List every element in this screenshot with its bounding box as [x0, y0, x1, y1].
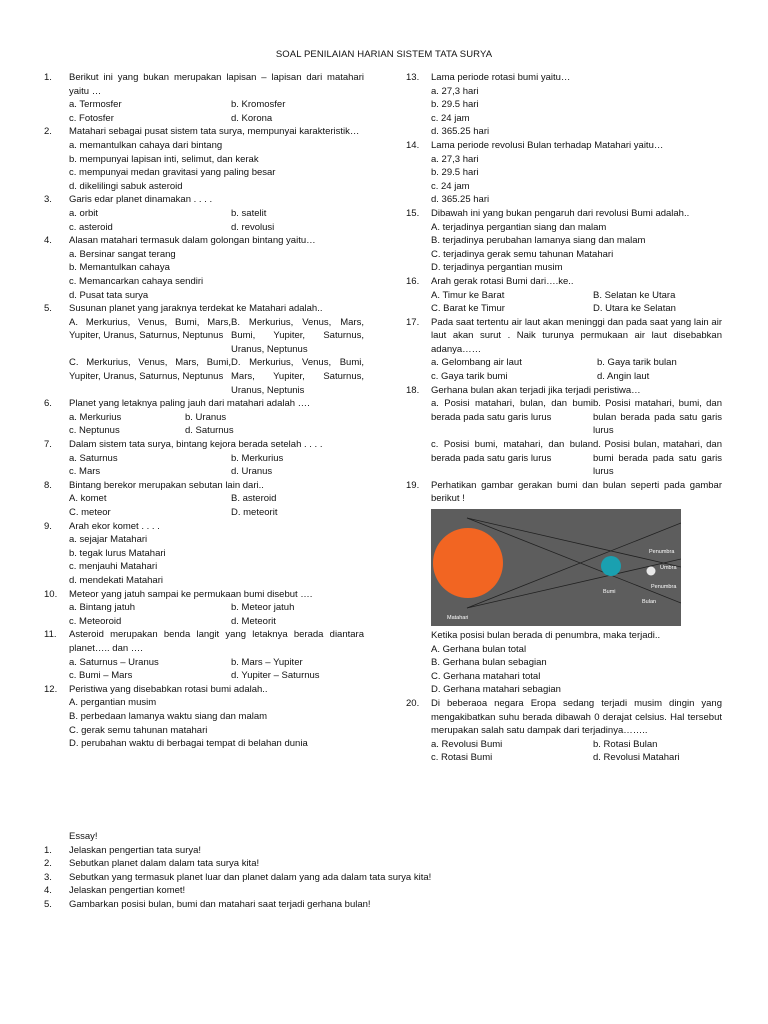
answer-options — [69, 316, 364, 398]
question-number: 17. — [406, 316, 420, 328]
essay-number: 4. — [44, 885, 52, 897]
answer-option: c. asteroid — [69, 221, 113, 233]
answer-option: b. Memantulkan cahaya — [69, 262, 170, 274]
answer-option: c. Memancarkan cahaya sendiri — [69, 275, 204, 287]
answer-option: a. Bintang jatuh — [69, 602, 136, 614]
essay-item — [44, 844, 724, 858]
earth-circle — [601, 556, 621, 576]
essay-heading: Essay! — [69, 831, 98, 842]
question-number: 12. — [44, 683, 58, 695]
sun-label: Matahari — [447, 615, 469, 621]
question-item — [44, 397, 364, 438]
answer-option: B. Selatan ke Utara — [593, 289, 676, 301]
question-stem: Susunan planet yang jaraknya terdekat ke Matahari adalah.. — [69, 303, 323, 315]
question-stem: Matahari sebagai pusat sistem tata surya, mempunyai karakteristik… — [69, 126, 360, 138]
answer-option: C. Merkurius, Venus, Mars, Bumi, Yupiter, Uranus, Saturnus, Neptunus — [69, 357, 231, 383]
answer-options — [69, 492, 364, 519]
answer-option: c. Posisi bumi, matahari, dan bulan berada pada satu garis lurus — [431, 439, 593, 464]
answer-option: d. Angin laut — [597, 371, 650, 383]
answer-option: c. Meteoroid — [69, 615, 122, 627]
answer-options — [69, 452, 364, 479]
earth-label: Bumi — [603, 589, 616, 595]
answer-option: c. Bumi – Mars — [69, 670, 133, 682]
answer-option: b. Meteor jatuh — [231, 602, 295, 614]
answer-option: a. Saturnus — [69, 452, 118, 464]
question-item — [44, 125, 364, 193]
answer-option: d. Saturnus — [185, 425, 234, 437]
answer-options — [431, 221, 722, 275]
answer-option: b. Merkurius — [231, 452, 284, 464]
question-stem: Asteroid merupakan benda langit yang letaknya berada diantara planet….. dan …. — [69, 629, 364, 654]
answer-option: c. 24 jam — [431, 112, 470, 124]
question-stem: Pada saat tertentu air laut akan meninggi dan pada saat yang lain air laut akan surut . Naik turunya permukaan air laut disebabkan adanya…… — [431, 316, 722, 355]
penumbra-bottom-label: Penumbra — [651, 584, 677, 590]
question-item — [44, 438, 364, 479]
page-title: SOAL PENILAIAN HARIAN SISTEM TATA SURYA — [275, 49, 493, 60]
eclipse-diagram-svg — [431, 509, 681, 626]
question-stem: Lama periode revolusi Bulan terhadap Matahari yaitu… — [431, 139, 664, 151]
essay-text: Sebutkan planet dalam dalam tata surya kita! — [69, 858, 260, 870]
answer-options — [69, 139, 364, 193]
answer-options — [431, 356, 722, 383]
question-stem: Gerhana bulan akan terjadi jika terjadi peristiwa… — [431, 384, 641, 396]
answer-option: b. 29.5 hari — [431, 99, 479, 111]
question-number: 7. — [44, 439, 52, 451]
answer-option: b. tegak lurus Matahari — [69, 547, 166, 559]
question-item — [44, 193, 364, 234]
question-number: 8. — [44, 479, 52, 491]
question-item — [44, 588, 364, 629]
question-item — [44, 628, 364, 682]
answer-option: a. Merkurius — [69, 411, 122, 423]
question-number: 11. — [44, 629, 57, 641]
question-stem: Di beberaoa negara Eropa sedang terjadi musim dingin yang mengakibatkan suhu berada dibawah 0 derajat celsius. Hal tersebut merupakan salah satu dampak dari terjadinya…….. — [431, 697, 722, 737]
essay-section — [44, 830, 724, 912]
question-number: 4. — [44, 235, 52, 247]
answer-option: b. Kromosfer — [231, 99, 286, 111]
answer-option: c. 24 jam — [431, 180, 470, 192]
answer-options — [69, 411, 364, 438]
answer-options — [69, 248, 364, 302]
question-item — [406, 384, 722, 479]
answer-option: D. perubahan waktu di berbagai tempat di belahan dunia — [69, 738, 308, 750]
question-number: 2. — [44, 126, 52, 138]
question-item — [44, 71, 364, 125]
question-stem: Garis edar planet dinamakan . . . . — [69, 194, 213, 206]
question-stem: Alasan matahari termasuk dalam golongan bintang yaitu… — [69, 235, 316, 247]
question-stem: Arah ekor komet . . . . — [69, 520, 160, 532]
answer-options — [69, 98, 364, 125]
questions-column-left — [44, 71, 364, 751]
answer-option: a. Bersinar sangat terang — [69, 248, 176, 260]
moon-label: Bulan — [642, 599, 657, 605]
answer-option: a. sejajar Matahari — [69, 534, 148, 546]
question-number: 1. — [44, 72, 52, 83]
question-stem: Lama periode rotasi bumi yaitu… — [431, 72, 571, 83]
question-item — [406, 697, 722, 765]
question-number: 10. — [44, 588, 58, 600]
answer-option: b. Gaya tarik bulan — [597, 357, 677, 369]
answer-option: d. Posisi bulan, matahari, dan bumi berada pada satu garis lurus — [593, 439, 722, 478]
answer-option: a. 27,3 hari — [431, 85, 479, 97]
answer-option: b. Rotasi Bulan — [593, 738, 658, 750]
answer-options — [431, 153, 722, 207]
answer-option: d. Meteorit — [231, 615, 276, 627]
question-stem: Planet yang letaknya paling jauh dari matahari adalah …. — [69, 398, 310, 410]
answer-option: d. 365.25 hari — [431, 126, 490, 138]
answer-option: A. Merkurius, Venus, Bumi, Mars, Yupiter, Uranus, Saturnus, Neptunus — [69, 316, 231, 342]
answer-option: a. Posisi matahari, bulan, dan bumi berada pada satu garis lurus — [431, 398, 593, 423]
answer-options — [431, 397, 722, 479]
answer-option: c. Neptunus — [69, 425, 120, 437]
answer-option: a. Termosfer — [69, 99, 122, 111]
answer-option: C. Gerhana matahari total — [431, 670, 541, 682]
answer-options — [69, 207, 364, 234]
essay-number: 5. — [44, 898, 52, 910]
essay-list — [44, 844, 724, 912]
question-number: 5. — [44, 303, 52, 315]
question-item — [44, 234, 364, 302]
answer-option: B. perbedaan lamanya waktu siang dan malam — [69, 710, 268, 722]
answer-option: D. Gerhana matahari sebagian — [431, 684, 561, 696]
question-stem: Dalam sistem tata surya, bintang kejora berada setelah . . . . — [69, 439, 323, 451]
answer-option: c. mempunyai medan gravitasi yang paling besar — [69, 167, 276, 179]
answer-option: a. Saturnus – Uranus — [69, 656, 159, 668]
question-number: 15. — [406, 207, 420, 219]
answer-option: b. Uranus — [185, 411, 227, 423]
answer-option: B. terjadinya perubahan lamanya siang dan malam — [431, 235, 646, 247]
answer-option: C. Barat ke Timur — [431, 303, 505, 315]
question-stem: Bintang berekor merupakan sebutan lain dari.. — [69, 479, 264, 491]
answer-option: d. Revolusi Matahari — [593, 752, 680, 764]
answer-option: b. Mars – Yupiter — [231, 656, 303, 668]
question-item — [406, 207, 722, 275]
essay-text: Jelaskan pengertian komet! — [69, 885, 186, 897]
essay-text: Sebutkan yang termasuk planet luar dan planet dalam yang ada dalam tata surya kita! — [69, 871, 432, 883]
eclipse-diagram-image — [431, 509, 681, 626]
answer-options — [69, 696, 364, 750]
answer-options — [69, 656, 364, 683]
answer-option: A. Gerhana bulan total — [431, 643, 527, 655]
answer-option: D. Merkurius, Venus, Bumi, Mars, Yupiter, Saturnus, Uranus, Neptunis — [231, 357, 364, 396]
answer-option: a. memantulkan cahaya dari bintang — [69, 139, 223, 151]
answer-options — [69, 601, 364, 628]
essay-item — [44, 857, 724, 871]
answer-option: d. revolusi — [231, 221, 275, 233]
penumbra-top-label: Penumbra — [649, 549, 675, 555]
question-item — [406, 316, 722, 384]
answer-option: B. Gerhana bulan sebagian — [431, 657, 547, 669]
question-number: 9. — [44, 520, 52, 532]
question-prompt: Ketika posisi bulan berada di penumbra, maka terjadi.. — [431, 630, 661, 641]
essay-number: 2. — [44, 858, 52, 870]
answer-option: D. Utara ke Selatan — [593, 303, 676, 315]
answer-option: d. dikelilingi sabuk asteroid — [69, 180, 183, 192]
question-number: 20. — [406, 697, 420, 709]
answer-option: D. meteorit — [231, 507, 278, 518]
question-stem: Peristiwa yang disebabkan rotasi bumi adalah.. — [69, 683, 268, 695]
moon-circle — [647, 567, 656, 576]
answer-option: c. Fotosfer — [69, 112, 114, 124]
essay-text: Gambarkan posisi bulan, bumi dan matahari saat terjadi gerhana bulan! — [69, 898, 371, 910]
question-number: 14. — [406, 139, 420, 151]
question-item — [406, 479, 722, 697]
question-number: 13. — [406, 72, 420, 83]
essay-number: 1. — [44, 844, 52, 856]
answer-option: A. pergantian musim — [69, 697, 157, 709]
question-stem: Perhatikan gambar gerakan bumi dan bulan seperti pada gambar berikut ! — [431, 479, 722, 505]
answer-option: A. terjadinya pergantian siang dan malam — [431, 221, 607, 233]
essay-item — [44, 884, 724, 898]
answer-option: c. Gaya tarik bumi — [431, 371, 508, 383]
answer-option: b. Posisi matahari, bumi, dan bulan berada pada satu garis lurus — [593, 398, 722, 437]
umbra-label: Umbra — [660, 565, 677, 571]
answer-option: B. Merkurius, Venus, Mars, Bumi, Yupiter, Saturnus, Uranus, Neptunus — [231, 316, 364, 355]
sun-circle — [433, 528, 503, 598]
answer-options — [69, 533, 364, 587]
answer-option: d. Yupiter – Saturnus — [231, 670, 320, 682]
answer-option: b. 29.5 hari — [431, 167, 479, 179]
question-number: 18. — [406, 384, 420, 396]
answer-option: b. mempunyai lapisan inti, selimut, dan kerak — [69, 153, 259, 165]
answer-option: a. Revolusi Bumi — [431, 738, 503, 750]
answer-option: A. komet — [69, 493, 107, 505]
question-stem: Meteor yang jatuh sampai ke permukaan bumi disebut …. — [69, 588, 313, 600]
answer-option: c. menjauhi Matahari — [69, 561, 158, 573]
answer-options — [431, 738, 722, 765]
answer-options — [431, 643, 722, 697]
question-item — [44, 479, 364, 520]
answer-option: C. terjadinya gerak semu tahunan Matahari — [431, 248, 614, 260]
answer-option: d. Pusat tata surya — [69, 289, 149, 301]
essay-item — [44, 898, 724, 912]
question-item — [406, 71, 722, 139]
answer-option: d. mendekati Matahari — [69, 574, 163, 586]
answer-option: a. orbit — [69, 207, 99, 219]
answer-option: c. Mars — [69, 466, 101, 478]
answer-options — [431, 289, 722, 316]
question-item — [44, 520, 364, 588]
question-number: 3. — [44, 194, 52, 206]
essay-text: Jelaskan pengertian tata surya! — [69, 844, 202, 856]
answer-options — [431, 85, 722, 139]
answer-option: a. Gelombang air laut — [431, 357, 522, 369]
answer-option: B. asteroid — [231, 493, 277, 505]
question-stem: Dibawah ini yang bukan pengaruh dari revolusi Bumi adalah.. — [431, 207, 690, 219]
question-stem: Arah gerak rotasi Bumi dari….ke.. — [431, 275, 574, 287]
essay-number: 3. — [44, 871, 52, 883]
question-number: 16. — [406, 275, 420, 287]
question-number: 19. — [406, 479, 420, 491]
question-item — [406, 139, 722, 207]
answer-option: b. satelit — [231, 207, 267, 219]
essay-item — [44, 871, 724, 885]
questions-column-right — [406, 71, 722, 765]
answer-option: d. 365.25 hari — [431, 194, 490, 206]
question-item — [44, 683, 364, 751]
answer-option: a. 27,3 hari — [431, 153, 479, 165]
question-number: 6. — [44, 398, 52, 410]
answer-option: C. gerak semu tahunan matahari — [69, 724, 208, 736]
question-item — [406, 275, 722, 316]
answer-option: c. Rotasi Bumi — [431, 752, 493, 764]
answer-option: d. Uranus — [231, 466, 273, 478]
answer-option: C. meteor — [69, 507, 111, 518]
answer-option: A. Timur ke Barat — [431, 289, 505, 301]
answer-option: d. Korona — [231, 112, 273, 124]
question-item — [44, 302, 364, 397]
answer-option: D. terjadinya pergantian musim — [431, 262, 563, 274]
question-stem: Berikut ini yang bukan merupakan lapisan – lapisan dari matahari yaitu … — [69, 72, 364, 97]
